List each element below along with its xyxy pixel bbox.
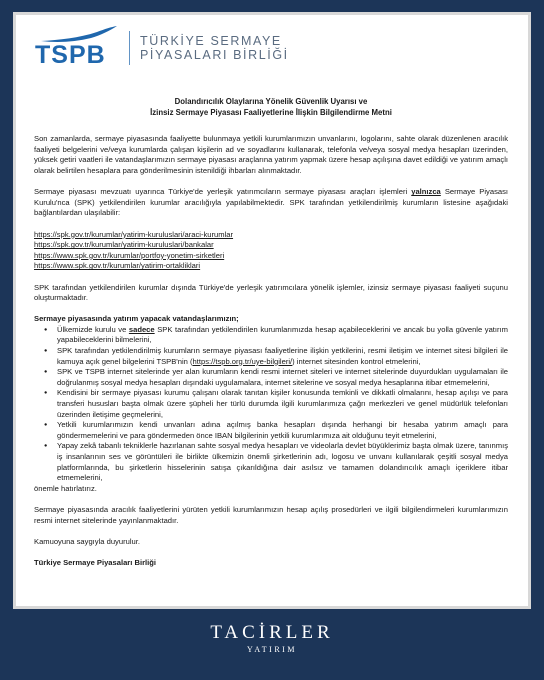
emphasis-only: yalnızca bbox=[411, 187, 441, 197]
document-body bbox=[34, 97, 508, 569]
paragraph-regulation bbox=[34, 187, 508, 219]
list-closing: önemle hatırlatırız. bbox=[34, 483, 97, 493]
title-line1: Dolandırıcılık Olaylarına Yönelik Güvenlik Uyarısı ve bbox=[174, 97, 368, 106]
warning-list bbox=[34, 325, 508, 484]
paragraph-unauthorized: SPK tarafından yetkilendirilen kurumlar dışında Türkiye'de yerleşik yatırımcılara yönelik işlemler, izinsiz sermaye piyasası faaliyeti suçunu oluşturmaktadır. bbox=[34, 282, 508, 303]
list-heading: Sermaye piyasasında yatırım yapacak vatandaşlarımızın; bbox=[34, 314, 239, 324]
logo-divider bbox=[129, 31, 130, 65]
footer-brand-sub: YATIRIM bbox=[247, 645, 297, 654]
signature: Türkiye Sermaye Piyasaları Birliği bbox=[34, 557, 156, 567]
emphasis-sadece: sadece bbox=[128, 324, 155, 334]
org-name-line1: TÜRKİYE SERMAYE bbox=[140, 34, 282, 48]
link-tspb-uye-bilgileri[interactable]: https://tspb.org.tr/uye-bilgileri/ bbox=[192, 356, 293, 366]
link-list bbox=[34, 230, 508, 272]
title-line2: İzinsiz Sermaye Piyasası Faaliyetlerine İlişkin Bilgilendirme Metni bbox=[150, 107, 392, 117]
list-item: ● Kendisini bir sermaye piyasası kurumu çalışanı olarak tanıtan kişiler konusunda temkinli ve dikkatli olmalarını, hesap açılışı ve para transferi hususları başta olmak üzere şüpheli her türlü durumda ilgili kurumlarımıza çağrı merkezleri ve genel müdürlük telefonları üzerinden iletişime geçmelerini, bbox=[34, 388, 508, 420]
item2-text-rest: ) internet sitesinden kontrol etmelerini, bbox=[292, 356, 421, 366]
logo-org-name bbox=[140, 34, 289, 62]
list-item: ● Yetkili kurumlarımızın kendi unvanları adına açılmış banka hesapları dışında herhangi bir hesaba yatırım amaçlı para göndermemelerini ve para göndermeden önce IBAN bilgilerinin yetkili kurumlarımıza ait olduğunu teyit etmelerini, bbox=[34, 420, 508, 441]
document-page bbox=[16, 15, 528, 606]
link-portfoy-yonetim[interactable]: https://www.spk.gov.tr/kurumlar/portfoy-yonetim-sirketleri bbox=[34, 250, 225, 260]
document-title bbox=[34, 97, 508, 118]
list-item: ● SPK ve TSPB internet sitelerinde yer alan kurumların kendi resmi internet siteleri ve internet sitelerinde duyurdukları uygulamaları ile doğrulanmış sosyal medya hesapları dışındaki uygulamalara, internet sitelerine ve sosyal medya hesaplarına itibar etmemelerini, bbox=[34, 367, 508, 388]
link-araci-kurumlar[interactable]: https://spk.gov.tr/kurumlar/yatirim-kuruluslari/araci-kurumlar bbox=[34, 229, 234, 239]
footer-brand bbox=[0, 623, 544, 656]
list-item bbox=[34, 346, 508, 367]
footer-brand-name: TACİRLER bbox=[210, 622, 334, 643]
link-yatirim-ortakliklari[interactable]: https://www.spk.gov.tr/kurumlar/yatirim-ortakliklari bbox=[34, 261, 201, 271]
paragraph-intro: Son zamanlarda, sermaye piyasasında faaliyette bulunmaya yetkili kurumlarımızın unvanlarını, logolarını, sahte olarak düzenlenen aracılık faaliyeti belgelerini ve/veya kurumlarda çalışan kişilerin ad ve soyadlarını kullanarak, telefonla ve/veya sosyal medya hesapları üzerinden, yüksek getiri vaatleri ile vatandaşlarımızın sermaye piyasası araçlarına yatırım yapmak üzere hesap açılışına davet edildiği ve yatırım amaçlı olarak belirtilen hesaplara para gönderilmesinin istenildiği ihbarları alınmaktadır. bbox=[34, 134, 508, 175]
tspb-logo bbox=[35, 26, 289, 70]
item1-text: Ülkemizde kurulu ve bbox=[57, 324, 129, 334]
para2-text-rest: Sermaye Piyasası Kurulu'nca (SPK) yetkilendirilen kurumlar aracılığıyla yapılabilmektedir. SPK tarafından yetkilendirilmiş kurumların listesine aşağıdaki bağlantılardan ulaşılabilir: bbox=[34, 187, 508, 218]
regards-text: Kamuoyuna saygıyla duyurulur. bbox=[34, 536, 140, 546]
para2-text: Sermaye piyasası mevzuatı uyarınca Türkiye'de yerleşik yatırımcıların sermaye piyasası araçları işlemleri bbox=[34, 187, 412, 197]
logo-letters: TSPB bbox=[35, 41, 106, 69]
link-bankalar[interactable]: https://spk.gov.tr/kurumlar/yatirim-kuruluslari/bankalar bbox=[34, 240, 214, 250]
tspb-logo-mark bbox=[35, 26, 123, 70]
org-name-line2: PİYASALARI BİRLİĞİ bbox=[140, 48, 289, 62]
paragraph-procedures: Sermaye piyasasında aracılık faaliyetlerini yürüten yetkili kurumlarımızın hesap açılış prosedürleri ve ilgili bilgilendirmeleri kurumlarımızın resmi internet sitelerinde yayınlanmaktadır. bbox=[34, 504, 508, 525]
item2-text: SPK tarafından yetkilendirilmiş kurumların sermaye piyasası faaliyetlerine ilişkin yetkilerini, resmi iletişim ve internet sitesi bilgileri ile kamuya açık genel bilgelerini TSPB'nin ( bbox=[57, 346, 508, 366]
item1-text-rest: SPK tarafından yetkilendirilen kurumlarımızda hesap açabileceklerini ve ancak bu yolla güvenle yatırım yapabileceklerini bilmelerini, bbox=[57, 324, 508, 345]
list-item bbox=[34, 325, 508, 346]
list-item: ● Yapay zekâ tabanlı tekniklerle hazırlanan sahte sosyal medya hesapları ve videolarla devlet büyüklerimiz başta olmak üzere, tanınmış iş insanlarının ses ve görüntüleri ile birlikte ülkemizin önemli şirketlerinin adı, logosu ve unvanı kullanılarak çeşitli sosyal medya platformlarında, bu şirketlerin hisselerinin satışa çıkarıldığına dair asılsız ve tamamen dolandırıcılık amaçlı içeriklere itibar etmemelerini, bbox=[34, 441, 508, 483]
